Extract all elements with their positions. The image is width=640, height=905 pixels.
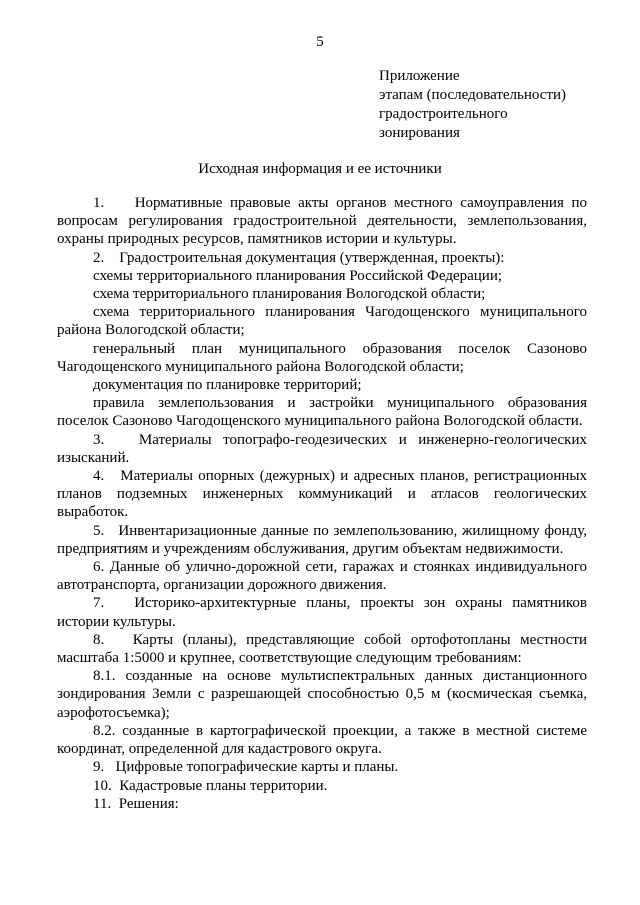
- page-number: 5: [316, 34, 324, 50]
- paragraph: схемы территориального планирования Российской Федерации;: [93, 267, 503, 284]
- paragraph: документация по планировке территорий;: [93, 377, 362, 394]
- appendix-line: градостроительного: [379, 106, 508, 122]
- paragraph: 11. Решения:: [93, 795, 179, 812]
- paragraph: 2. Градостроительная документация (утвержденная, проекты):: [93, 249, 505, 266]
- document-body: [57, 194, 587, 813]
- paragraph: генеральный план муниципального образования поселок Сазоново Чагодощенского муниципального района Вологодской области;: [57, 340, 587, 375]
- paragraph: 6. Данные об улично-дорожной сети, гаражах и стоянках индивидуального автотранспорта, организации дорожного движения.: [57, 559, 587, 594]
- paragraph: 8. Карты (планы), представляющие собой ортофотопланы местности масштаба 1:5000 и крупнее, соответствующие следующим требованиям:: [57, 631, 587, 667]
- paragraph: схема территориального планирования Вологодской области;: [93, 286, 486, 303]
- paragraph: 7. Историко-архитектурные планы, проекты зон охраны памятников истории культуры.: [57, 595, 587, 630]
- paragraph: схема территориального планирования Чагодощенского муниципального района Вологодской области;: [57, 304, 587, 339]
- paragraph: 1. Нормативные правовые акты органов местного самоуправления по вопросам регулирования градостроительной деятельности, землепользования, охраны природных ресурсов, памятников истории и культуры.: [57, 195, 587, 248]
- appendix-header: [379, 67, 619, 143]
- paragraph: 9. Цифровые топографические карты и планы.: [93, 759, 399, 776]
- appendix-line: Приложение: [379, 68, 460, 84]
- section-title: Исходная информация и ее источники: [198, 161, 442, 177]
- paragraph: правила землепользования и застройки муниципального образования поселок Сазоново Чагодощенского муниципального района Вологодской области.: [57, 395, 587, 430]
- paragraph: 8.2. созданные в картографической проекции, а также в местной системе координат, определенной для кадастрового округа.: [57, 722, 587, 758]
- paragraph: 4. Материалы опорных (дежурных) и адресных планов, регистрационных планов подземных инженерных коммуникаций и атласов геологических выработок.: [57, 468, 587, 521]
- appendix-line: зонирования: [379, 125, 460, 141]
- paragraph: 5. Инвентаризационные данные по землепользованию, жилищному фонду, предприятиям и учреждениям обслуживания, другим объектам недвижимости.: [57, 522, 587, 557]
- paragraph: 8.1. созданные на основе мультиспектральных данных дистанционного зондирования Земли с разрешающей способностью 0,5 м (космическая съемка, аэрофотосъемка);: [57, 668, 587, 721]
- paragraph: 3. Материалы топографо-геодезических и инженерно-геологических изысканий.: [57, 431, 587, 466]
- appendix-line: этапам (последовательности): [379, 87, 567, 103]
- paragraph: 10. Кадастровые планы территории.: [93, 777, 328, 794]
